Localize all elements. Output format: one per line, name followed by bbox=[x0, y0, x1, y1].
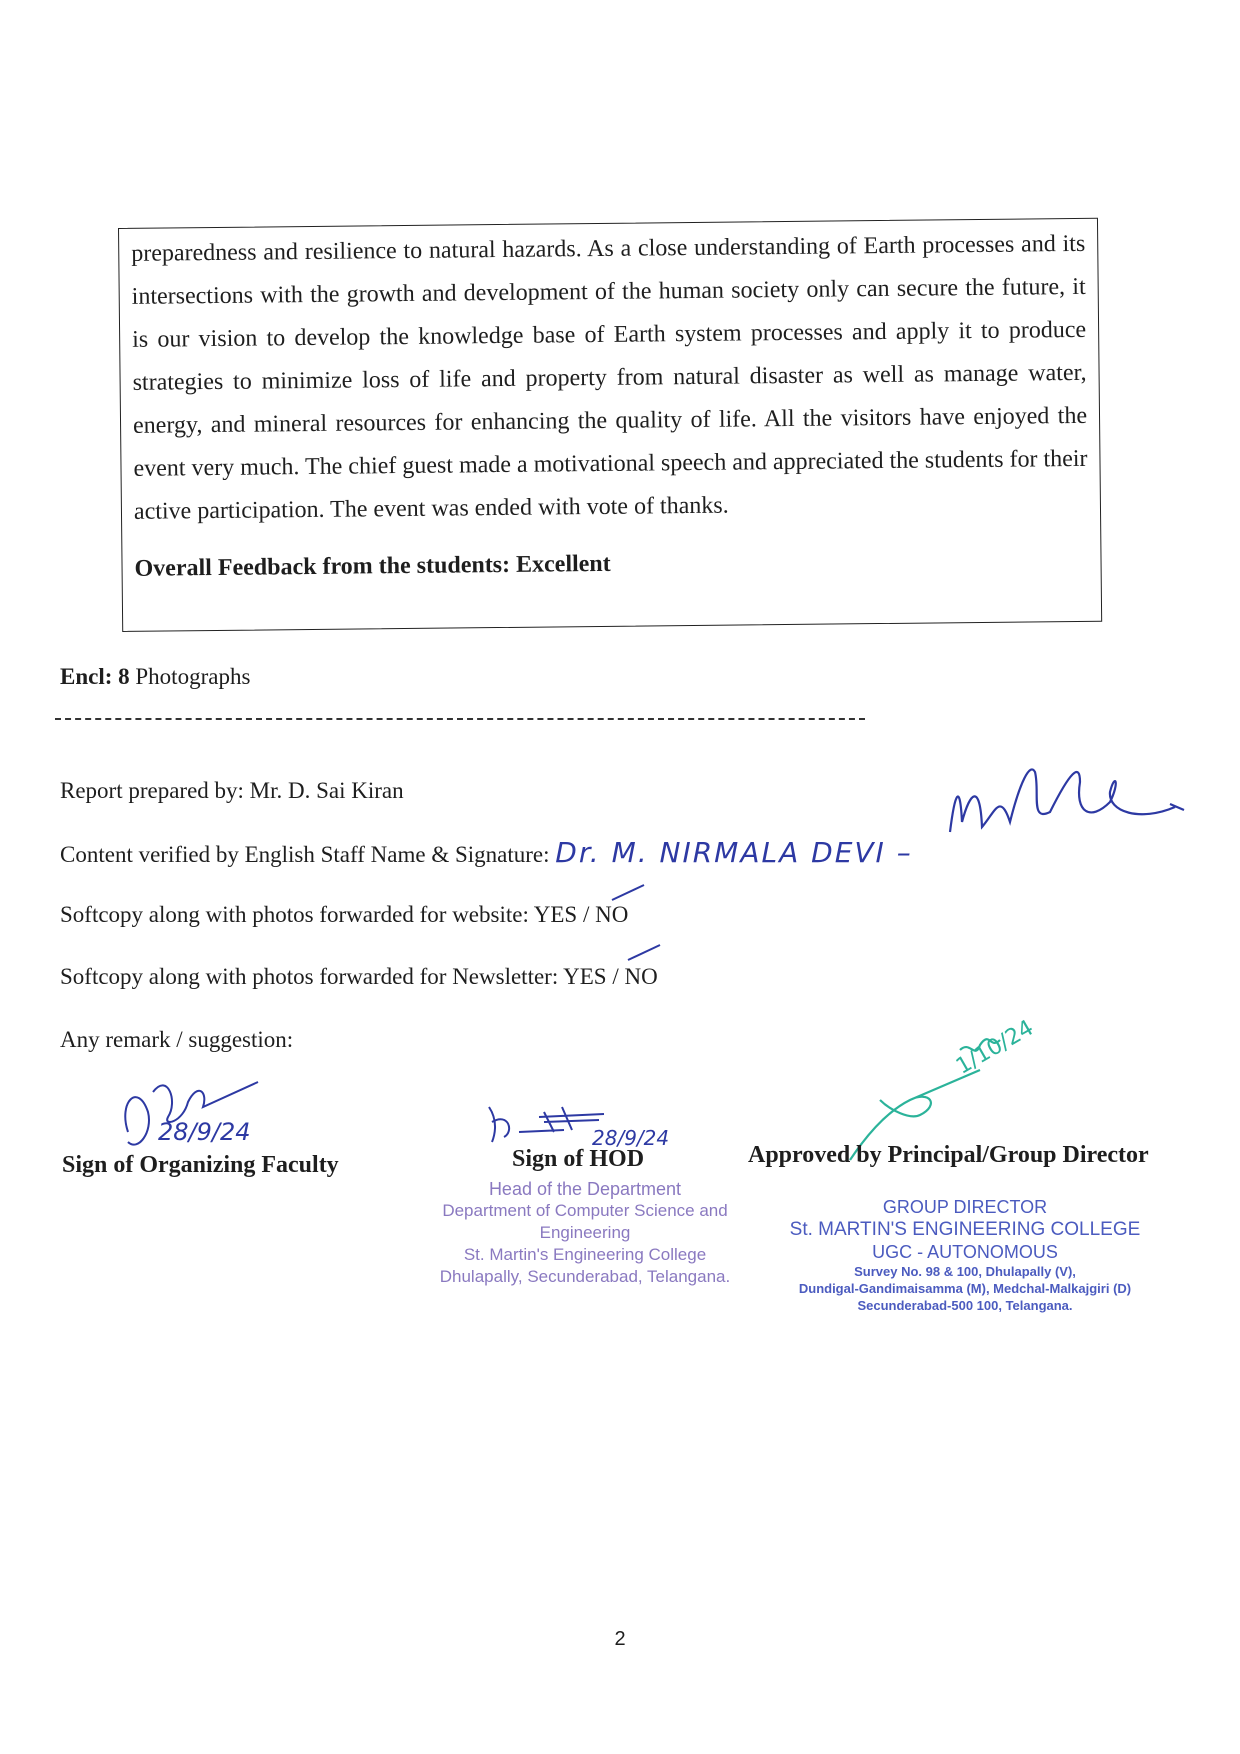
hod-stamp-line-4: Dhulapally, Secunderabad, Telangana. bbox=[439, 1267, 731, 1286]
director-stamp-line-5: Dundigal-Gandimaisamma (M), Medchal-Malkajgiri (D) bbox=[798, 1281, 1132, 1296]
hod-stamp-line-3: St. Martin's Engineering College bbox=[463, 1245, 707, 1264]
director-stamp-line-3: UGC - AUTONOMOUS bbox=[872, 1242, 1058, 1262]
content-verified-line bbox=[60, 836, 913, 869]
handwritten-verifier-name: Dr. M. NIRMALA DEVI – bbox=[555, 836, 913, 869]
page-number: 2 bbox=[614, 1628, 626, 1650]
enclosure-count: 8 bbox=[118, 664, 130, 689]
director-stamp bbox=[775, 1196, 1155, 1314]
softcopy-newsletter-line: Softcopy along with photos forwarded for Newsletter: YES / NO bbox=[60, 964, 658, 989]
report-prepared-by: Report prepared by: Mr. D. Sai Kiran bbox=[60, 778, 404, 803]
enclosure-text: Photographs bbox=[135, 664, 251, 689]
enclosure-line bbox=[60, 664, 250, 690]
hod-stamp bbox=[400, 1178, 770, 1288]
principal-sign-label: Approved by Principal/Group Director bbox=[748, 1142, 1149, 1168]
remark-line: Any remark / suggestion: bbox=[60, 1027, 294, 1052]
verifier-signature bbox=[940, 752, 1200, 862]
director-stamp-line-2: St. MARTIN'S ENGINEERING COLLEGE bbox=[789, 1219, 1141, 1240]
director-stamp-line-4: Survey No. 98 & 100, Dhulapally (V), bbox=[854, 1264, 1076, 1279]
director-stamp-line-1: GROUP DIRECTOR bbox=[882, 1197, 1048, 1217]
newsletter-tick-mark bbox=[626, 942, 662, 964]
report-box bbox=[118, 218, 1102, 632]
hod-stamp-line-1: Head of the Department bbox=[488, 1179, 682, 1199]
overall-feedback: Overall Feedback from the students: Excellent bbox=[134, 550, 611, 582]
director-signature-date: 1/10/24 bbox=[952, 1015, 1038, 1080]
enclosure-label: Encl: bbox=[60, 664, 113, 689]
hod-stamp-line-2: Department of Computer Science and Engineering bbox=[442, 1201, 728, 1242]
faculty-signature-date: 28/9/24 bbox=[158, 1118, 251, 1146]
hod-sign-label: Sign of HOD bbox=[512, 1146, 645, 1172]
dashed-separator bbox=[55, 718, 865, 720]
faculty-signature bbox=[108, 1062, 278, 1166]
content-verified-label: Content verified by English Staff Name & Signature: bbox=[60, 842, 550, 867]
hod-signature-date: 28/9/24 bbox=[592, 1126, 670, 1150]
website-tick-mark bbox=[610, 882, 646, 904]
softcopy-website-line: Softcopy along with photos forwarded for website: YES / NO bbox=[60, 902, 629, 927]
faculty-sign-label: Sign of Organizing Faculty bbox=[62, 1152, 339, 1178]
director-stamp-line-6: Secunderabad-500 100, Telangana. bbox=[857, 1298, 1073, 1313]
report-paragraph: preparedness and resilience to natural hazards. As a close understanding of Earth processes and its intersections with the growth and development of the human society only can secure the future, it is our vision to develop the knowledge base of Earth system processes and apply it to produce strategies to minimize loss of life and property from natural disaster as well as manage water, energy, and mineral resources for enhancing the quality of life. All the visitors have enjoyed the event very much. The chief guest made a motivational speech and appreciated the students for their active participation. The event was ended with vote of thanks. bbox=[131, 230, 1088, 525]
